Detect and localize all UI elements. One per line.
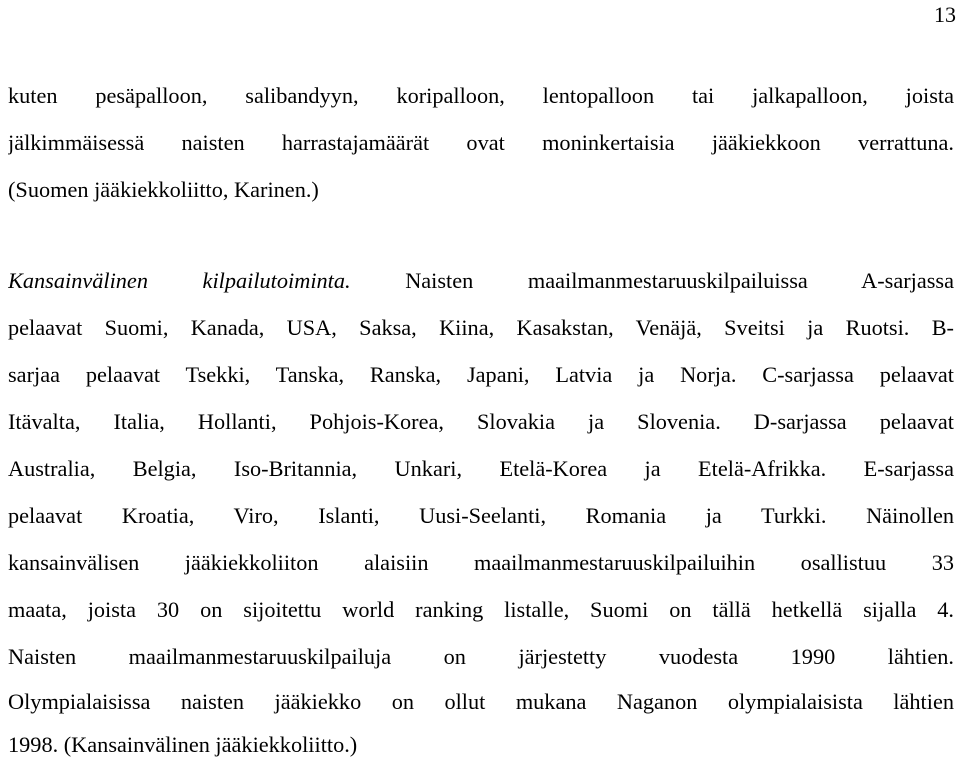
text-line: jälkimmäisessä naisten harrastajamäärät ovat moninkertaisia jääkiekkoon verrattuna.: [8, 130, 954, 155]
text-line: Itävalta, Italia, Hollanti, Pohjois-Korea, Slovakia ja Slovenia. D-sarjassa pelaavat: [8, 409, 954, 434]
text-line: kansainvälisen jääkiekkoliiton alaisiin maailmanmestaruuskilpailuihin osallistuu 33: [8, 550, 954, 575]
text-line: maata, joista 30 on sijoitettu world ranking listalle, Suomi on tällä hetkellä sijalla 4.: [8, 597, 954, 622]
page-number: 13: [934, 2, 956, 27]
text-line: sarjaa pelaavat Tsekki, Tanska, Ranska, Japani, Latvia ja Norja. C-sarjassa pelaavat: [8, 362, 954, 387]
text-line: Naisten maailmanmestaruuskilpailuja on järjestetty vuodesta 1990 lähtien.: [8, 644, 954, 669]
text-line: Olympialaisissa naisten jääkiekko on ollut mukana Naganon olympialaisista lähtien: [8, 689, 954, 714]
text-line: (Suomen jääkiekkoliitto, Karinen.): [8, 177, 319, 202]
text-line: pelaavat Kroatia, Viro, Islanti, Uusi-Seelanti, Romania ja Turkki. Näinollen: [8, 503, 954, 528]
text-line: [8, 267, 954, 295]
text-line: pelaavat Suomi, Kanada, USA, Saksa, Kiina, Kasakstan, Venäjä, Sveitsi ja Ruotsi. B-: [8, 315, 954, 340]
text-line: kuten pesäpalloon, salibandyyn, koripalloon, lentopalloon tai jalkapalloon, joista: [8, 83, 954, 108]
heading-line-rest: Naisten maailmanmestaruuskilpailuissa A-sarjassa: [350, 268, 954, 293]
text-line: 1998. (Kansainvälinen jääkiekkoliitto.): [8, 732, 358, 757]
text-line: Australia, Belgia, Iso-Britannia, Unkari, Etelä-Korea ja Etelä-Afrikka. E-sarjassa: [8, 456, 954, 481]
section-heading: Kansainvälinen kilpailutoiminta.: [8, 268, 351, 293]
